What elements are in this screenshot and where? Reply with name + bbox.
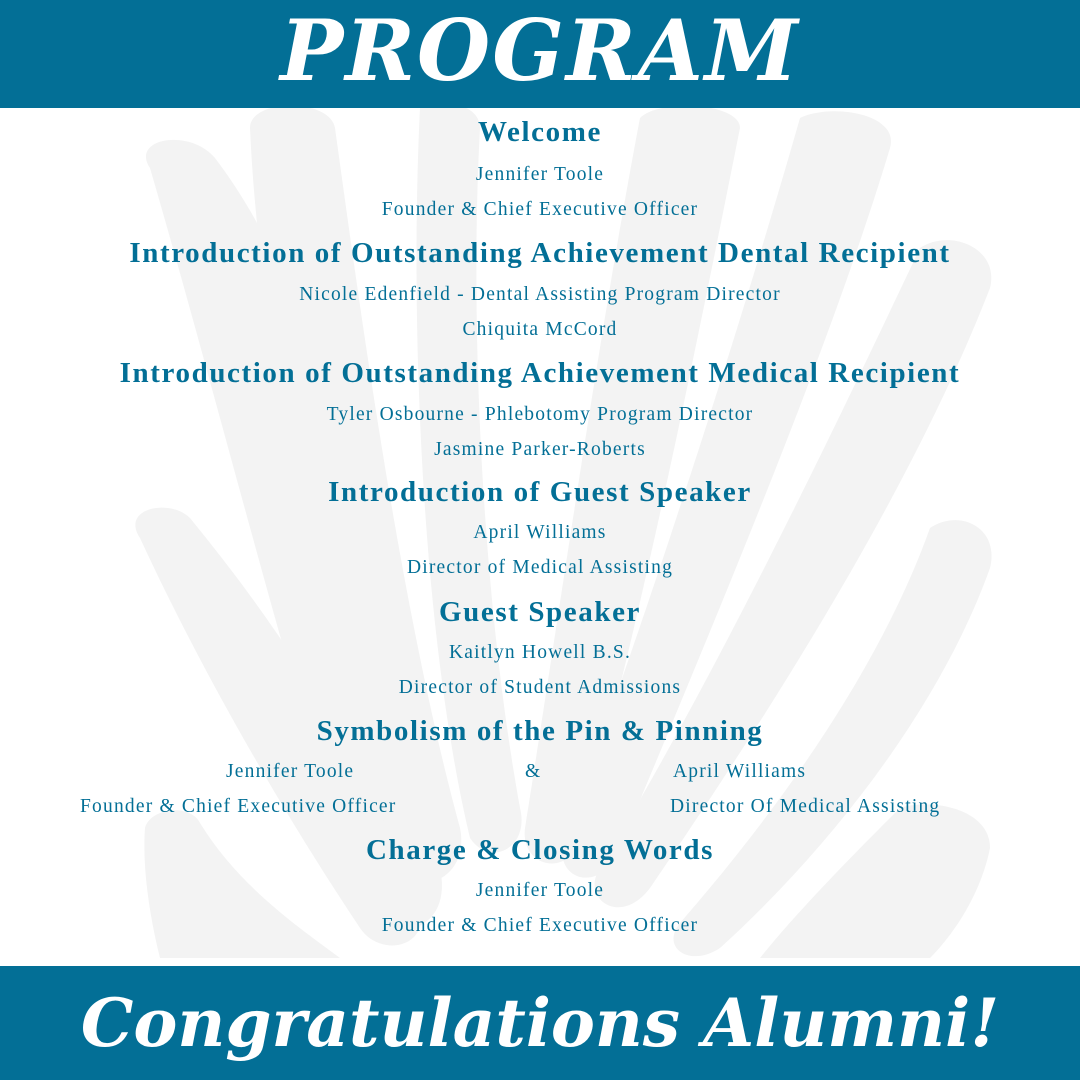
footer-band — [0, 966, 1080, 1080]
pinning-left-name: Jennifer Toole — [226, 761, 355, 782]
footer-title: Congratulations Alumni! — [80, 984, 1000, 1062]
section-heading-closing: Charge & Closing Words — [365, 834, 715, 866]
closing-role: Founder & Chief Executive Officer — [381, 915, 699, 936]
header-band — [0, 0, 1080, 108]
guest-speaker-name: Kaitlyn Howell B.S. — [448, 642, 632, 663]
guest-intro-role: Director of Medical Assisting — [406, 557, 674, 578]
pinning-left-role: Founder & Chief Executive Officer — [80, 796, 397, 817]
welcome-role: Founder & Chief Executive Officer — [381, 199, 699, 220]
closing-name: Jennifer Toole — [475, 880, 605, 901]
medical-presenter: Tyler Osbourne - Phlebotomy Program Director — [326, 404, 754, 425]
section-heading-guest-intro: Introduction of Guest Speaker — [328, 476, 752, 508]
guest-speaker-role: Director of Student Admissions — [398, 677, 682, 698]
pinning-ampersand: & — [525, 761, 542, 782]
medical-recipient: Jasmine Parker-Roberts — [434, 439, 646, 460]
dental-presenter: Nicole Edenfield - Dental Assisting Program Director — [299, 284, 781, 305]
guest-intro-name: April Williams — [473, 522, 607, 543]
section-heading-welcome: Welcome — [478, 116, 602, 148]
section-heading-dental: Introduction of Outstanding Achievement Dental Recipient — [129, 237, 951, 269]
dental-recipient: Chiquita McCord — [462, 319, 618, 340]
welcome-name: Jennifer Toole — [475, 164, 605, 185]
pinning-right-role: Director Of Medical Assisting — [670, 796, 941, 817]
section-heading-guest-speaker: Guest Speaker — [438, 596, 642, 628]
page-title: PROGRAM — [280, 1, 800, 100]
section-heading-medical: Introduction of Outstanding Achievement Medical Recipient — [119, 357, 961, 389]
pinning-right-name: April Williams — [673, 761, 807, 782]
section-heading-pinning: Symbolism of the Pin & Pinning — [316, 715, 764, 747]
